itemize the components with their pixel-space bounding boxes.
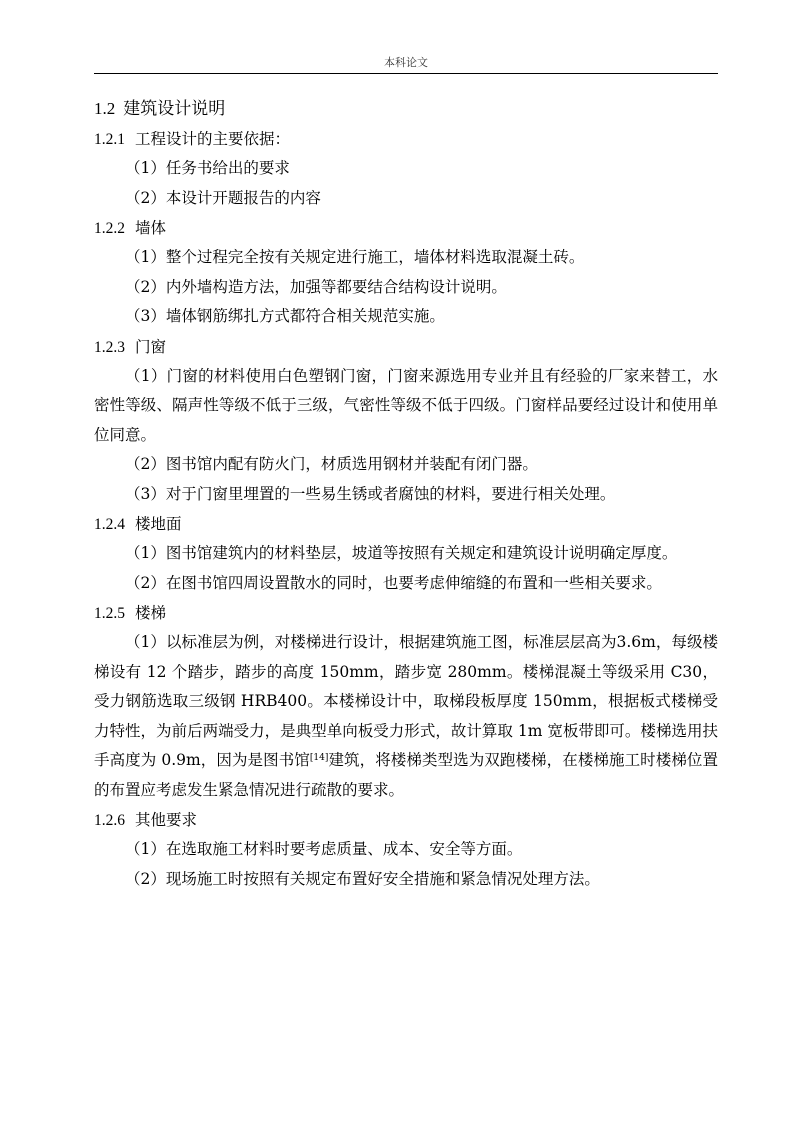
subsection-number: 1.2.5: [94, 605, 125, 622]
list-item: （2）本设计开题报告的内容: [125, 188, 321, 207]
subsection-heading: [94, 598, 718, 628]
paragraph: （3）对于门窗里埋置的一些易生锈或者腐蚀的材料，要进行相关处理。: [125, 484, 616, 503]
page-header: 本科论文: [384, 56, 428, 69]
subsection-heading: [94, 213, 718, 243]
subsection-heading: [94, 509, 718, 539]
subsection-title: 门窗: [135, 337, 167, 356]
subsection-number: 1.2.3: [94, 338, 125, 356]
paragraph: （2）图书馆内配有防火门，材质选用钢材并装配有闭门器。: [125, 455, 538, 473]
subsection-heading: [94, 124, 718, 154]
subsection-title: 工程设计的主要依据：: [135, 130, 291, 148]
paragraph: （1）图书馆建筑内的材料垫层，坡道等按照有关规定和建筑设计说明确定厚度。: [125, 544, 678, 562]
list-item: （2）内外墙构造方法，加强等都要结合结构设计说明。: [125, 277, 507, 296]
subsection-title: 楼地面: [135, 515, 182, 533]
list-item: （1）在选取施工材料时要考虑质量、成本、安全等方面。: [125, 840, 523, 858]
subsection-number: 1.2.4: [94, 516, 125, 533]
subsection-number: 1.2.6: [94, 812, 125, 829]
subsection-title: 其他要求: [135, 811, 198, 829]
section-number: 1.2: [94, 99, 116, 118]
paragraph-text: （1）以标准层为例，对楼梯进行设计，根据建筑施工图，标准层层高为3.6m，每级楼梯设有 12 个踏步，踏步的高度 150mm，踏步宽 280mm。楼梯混凝土等级采用 C30，受力钢筋选取三级钢 HRB400。本楼梯设计中，取梯段板厚度 150mm，根据板式楼梯受力特性，为前后两端受力，是典型单向板受力形式，故计算取 1m 宽板带即可。楼梯选用扶手高度为 0.9m，因为是图书馆: [94, 633, 718, 769]
subsection-number: 1.2.1: [94, 131, 125, 148]
document-body: [94, 94, 718, 894]
list-item: （3）墙体钢筋绑扎方式都符合相关规范实施。: [125, 307, 445, 325]
paragraph: [94, 628, 718, 805]
citation-ref: [14]: [309, 753, 329, 763]
subsection-heading: [94, 332, 718, 362]
list-item: （1）整个过程完全按有关规定进行施工，墙体材料选取混凝土砖。: [125, 248, 585, 266]
list-item: （2）现场施工时按照有关规定布置好安全措施和紧急情况处理方法。: [125, 869, 600, 888]
subsection-title: 楼梯: [135, 604, 167, 622]
subsection-heading: [94, 805, 718, 835]
subsection-number: 1.2.2: [94, 220, 125, 237]
paragraph: （1）门窗的材料使用白色塑钢门窗，门窗来源选用专业并且有经验的厂家来替工，水密性等级、隔声性等级不低于三级，气密性等级不低于四级。门窗样品要经过设计和使用单位同意。: [94, 366, 718, 444]
paragraph-text: 建筑，将楼梯类型选为双跑楼梯，在楼梯施工时楼梯位置的布置应考虑发生紧急情况进行疏散的要求。: [94, 751, 718, 799]
header-rule: [94, 73, 718, 74]
section-heading: [94, 94, 718, 124]
subsection-title: 墙体: [135, 219, 167, 237]
section-title: 建筑设计说明: [123, 99, 226, 119]
list-item: （1）任务书给出的要求: [125, 159, 290, 177]
paragraph: （2）在图书馆四周设置散水的同时，也要考虑伸缩缝的布置和一些相关要求。: [125, 573, 662, 592]
